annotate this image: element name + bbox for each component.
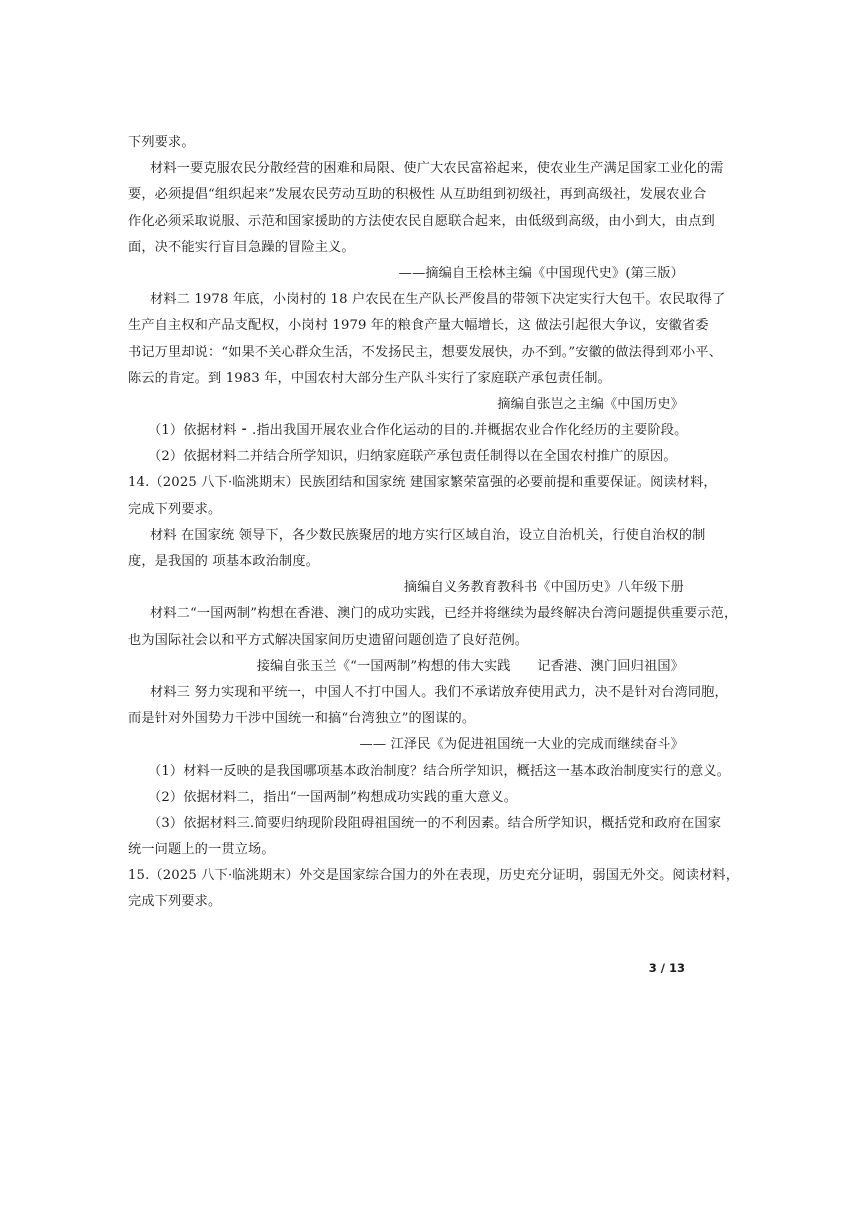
sub-question: （2）依据材料二并结合所学知识，归纳家庭联产承包责任制得以在全国农村推广的原因。: [148, 449, 677, 465]
sub-question: （2）依据材料二，指出“一国两制”构想成功实践的重大意义。: [148, 789, 518, 805]
material-one-line: 材料一要克服农民分散经营的困难和局限、使广大农民富裕起来，使农业生产满足国家工业化的需: [150, 161, 724, 177]
material-two-line: 材料二“一国两制”构想在香港、澳门的成功实践，已经并将继续为最终解决台湾问题提供重要示范，: [150, 606, 738, 622]
text-line: 统一问题上的一贯立场。: [128, 842, 275, 858]
text-line: 而是针对外国势力干涉中国统一和搞“台湾独立”的图谋的。: [128, 711, 476, 727]
text-line: 书记万里却说：“如果不关心群众生活，不发扬民主，想要发展快，办不到。”安徽的做法得到邓小平、: [128, 344, 723, 360]
question-14-stem: 14.（2025 八下·临洮期末）民族团结和国家统 建国家繁荣富强的必要前提和重要保证。阅读材料，: [128, 475, 717, 491]
material-one-line: 材料 在国家统 领导下，各少数民族聚居的地方实行区域自治，设立自治机关，行使自治权的制: [150, 527, 706, 543]
text-line: 完成下列要求。: [128, 894, 222, 910]
citation: 摘编自义务教育教科书《中国历史》八年级下册: [403, 580, 684, 596]
text-line: 面，决不能实行盲目急躁的冒险主义。: [128, 239, 355, 255]
citation: 接编自张玉兰《“一国两制”构想的伟大实践 记香港、澳门回归祖国》: [256, 658, 684, 674]
page-number: 3 / 13: [648, 961, 685, 975]
sub-question: （1）依据材料 ⁃ .指出我国开展农业合作化运动的目的.并概据农业合作化经历的主要阶段。: [148, 423, 688, 439]
text-line: 作化必须采取说服、示范和国家援助的方法使农民自愿联合起来，由低级到高级，由小到大，由点到: [128, 213, 715, 229]
text-line: 陈云的肯定。到 1983 年，中国农村大部分生产队斗实行了家庭联产承包责任制。: [128, 370, 611, 386]
text-line: 度，是我国的 项基本政治制度。: [128, 554, 320, 569]
text-line: 下列要求。: [128, 135, 195, 150]
material-three-line: 材料三 努力实现和平统一，中国人不打中国人。我们不承诺放弃使用武力，决不是针对台湾同胞，: [150, 684, 728, 700]
text-line: 生产自主权和产品支配权，小岗村 1979 年的粮食产量大幅增长，这 做法引起很大争议，安徽省委: [128, 318, 709, 334]
text-line: 完成下列要求。: [128, 501, 222, 517]
question-15-stem: 15.（2025 八下·临洮期末）外交是国家综合国力的外在表现，历史充分证明，弱国无外交。阅读材料，: [128, 868, 740, 884]
text-line: 也为国际社会以和平方式解决国家间历史遗留问题创造了良好范例。: [128, 632, 529, 648]
text-line: 要，必须提倡“组织起来”发展农民劳动互助的积极性 从互助组到初级社，再到高级社，发展农业合: [128, 187, 707, 203]
citation: —— 江泽民《为促进祖国统一大业的完成而继续奋斗》: [359, 737, 684, 753]
document-body: [128, 130, 740, 916]
sub-question: （3）依据材料三.简要归纳现阶段阻碍祖国统一的不利因素。结合所学知识，概括党和政府在国家: [148, 815, 722, 831]
sub-question: （1）材料一反映的是我国哪项基本政治制度？结合所学知识，概括这一基本政治制度实行的意义。: [148, 763, 731, 779]
citation: ——摘编自王桧林主编《中国现代史》(第三版）: [398, 265, 684, 281]
material-two-line: 材料二 1978 年底，小岗村的 18 户农民在生产队长严俊昌的带领下决定实行大包干。农民取得了: [150, 292, 726, 308]
citation: 摘编自张岂之主编《中国历史》: [497, 396, 684, 412]
